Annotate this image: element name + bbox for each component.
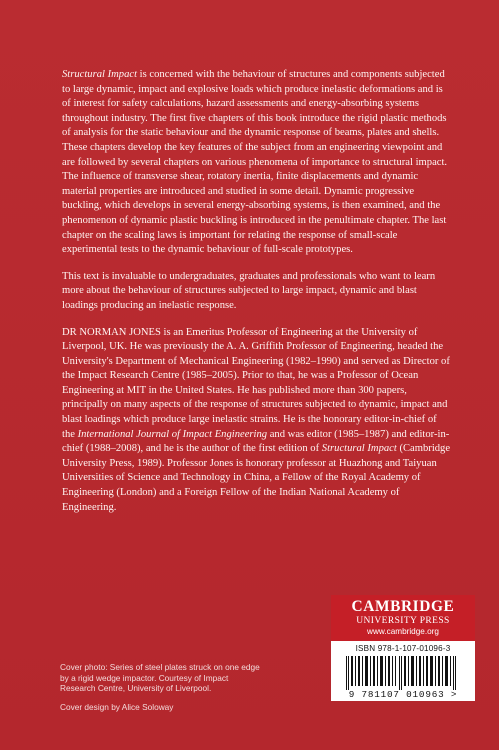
blurb-text bbox=[62, 68, 452, 515]
publisher-panel bbox=[331, 595, 475, 700]
cover-credits bbox=[60, 662, 260, 720]
author-bio-text-1: DR NORMAN JONES is an Emeritus Professor of Engineering at the University of Liverpool, UK. He was previously the A. A. Griffith Professor of Engineering, headed the University's Department of Mechanical Engineering (1982–1990) and served as Director of the Impact Research Centre (1985–2005). Prior to that, he was a Professor of Ocean Engineering at MIT in the United States. He has published more than 300 papers, principally on many aspects of the response of structures subjected to dynamic, impact and blast loadings which produce large inelastic strains. He is the honorary editor-in-chief of the bbox=[62, 326, 450, 440]
author-bio bbox=[62, 326, 452, 516]
cover-design-credit: Cover design by Alice Soloway bbox=[60, 701, 174, 712]
journal-title-italic: International Journal of Impact Engineering bbox=[77, 428, 268, 440]
book-title-italic-2: Structural Impact bbox=[321, 443, 397, 455]
blurb-paragraph-2: This text is invaluable to undergraduates, graduates and professionals who want to learn more about the behaviour of structures subjected to large impact, dynamic and blast loadings producing an inelastic response. bbox=[62, 270, 436, 311]
barcode-digits: 9 781107 010963 > bbox=[348, 689, 458, 700]
blurb-paragraph-1-text: is concerned with the behaviour of structures and components subjected to large dynamic, impact and explosive loads which produce inelastic deformations and is of interest for safety calculations, hazard assessments and energy-absorbing systems throughout industry. The first five chapters of this book introduce the rigid plastic methods of analysis for the static behaviour and the dynamic response of beams, plates and shells. These chapters develop the key features of the subject from an engineering viewpoint and are followed by several chapters on various phenomena of importance to structural impact. The influence of transverse shear, rotatory inertia, finite displacements and dynamic material properties are introduced and studied in some detail. Dynamic progressive buckling, which develops in several energy-absorbing systems, is then examined, and the phenomenon of dynamic plastic buckling is introduced in the penultimate chapter. The last chapter on the scaling laws is important for relating the response of small-scale experimental tests to the dynamic behaviour of full-scale prototypes. bbox=[62, 69, 448, 256]
cover-photo-credit: Cover photo: Series of steel plates struck on one edge by a rigid wedge impactor. Courtesy of Impact Research Centre, University of Liverpool. bbox=[60, 662, 260, 694]
isbn-text: ISBN 978-1-107-01096-3 bbox=[355, 644, 451, 653]
publisher-url: www.cambridge.org bbox=[367, 627, 439, 636]
author-bio-text-2: and was editor (1985–1987) and editor-in-chief (1988–2008), and he is the author of the first edition of bbox=[62, 428, 450, 455]
author-bio-text-3: (Cambridge University Press, 1989). Professor Jones is honorary professor at Huazhong and Taiyuan Universities of Science and Technology in China, a Fellow of the Royal Academy of Engineering (London) and a Foreign Fellow of the Indian National Academy of Engineering. bbox=[62, 443, 451, 513]
publisher-name: CAMBRIDGE bbox=[351, 598, 455, 615]
blurb-paragraph-1 bbox=[62, 68, 452, 258]
barcode-panel bbox=[331, 641, 475, 701]
book-title-italic: Structural Impact bbox=[62, 69, 138, 80]
barcode-image bbox=[342, 656, 464, 690]
publisher-logo bbox=[331, 595, 475, 641]
publisher-subname: UNIVERSITY PRESS bbox=[356, 616, 450, 626]
